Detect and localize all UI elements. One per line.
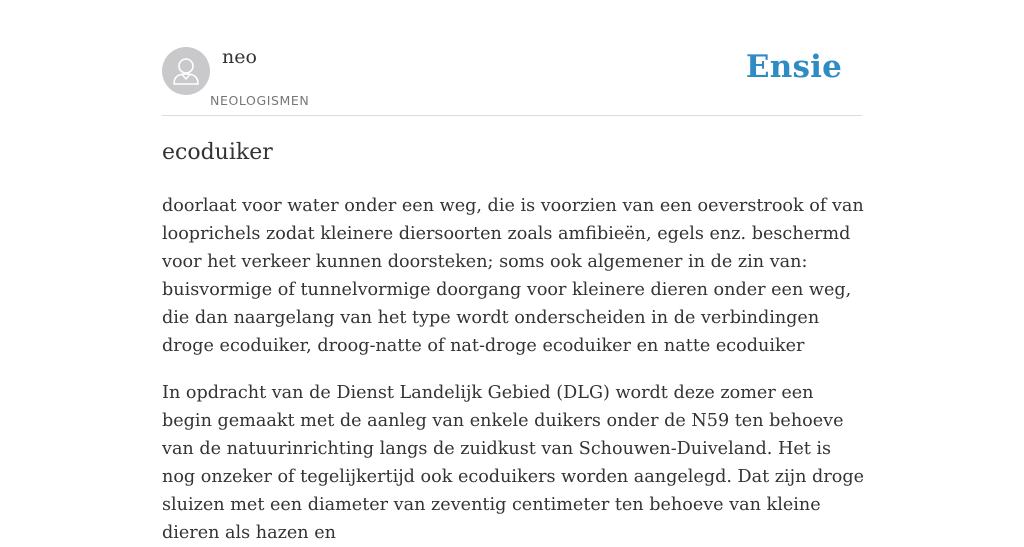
category-label[interactable]: NEOLOGISMEN bbox=[210, 93, 310, 108]
entry-title: ecoduiker bbox=[162, 140, 273, 165]
ensie-logo[interactable]: Ensie bbox=[745, 49, 842, 85]
entry-definition: doorlaat voor water onder een weg, die is voorzien van een oeverstrook of van looprichels zodat kleinere diersoorten zoals amfibieën, egels enz. beschermd voor het verkeer kunnen doorsteken; soms ook algemener in de zin van: buisvormige of tunnelvormige doorgang voor kleinere dieren onder een weg, die dan naargelang van het type wordt onderscheiden in de verbindingen droge ecoduiker, droog-natte of nat-droge ecoduiker en natte ecoduiker bbox=[162, 196, 864, 356]
username-link[interactable]: neo bbox=[222, 46, 257, 68]
entry-example: In opdracht van de Dienst Landelijk Gebied (DLG) wordt deze zomer een begin gemaakt met de aanleg van enkele duikers onder de N59 ten behoeve van de natuurinrichting langs de zuidkust van Schouwen-Duiveland. Het is nog onzeker of tegelijkertijd ook ecoduikers worden aangelegd. Dat zijn droge sluizen met een diameter van zeventig centimeter ten behoeve van kleine dieren als hazen en bbox=[162, 383, 864, 543]
user-silhouette-icon bbox=[162, 47, 210, 95]
entry-card bbox=[162, 0, 864, 543]
avatar[interactable] bbox=[162, 47, 210, 95]
entry-header bbox=[162, 0, 862, 116]
